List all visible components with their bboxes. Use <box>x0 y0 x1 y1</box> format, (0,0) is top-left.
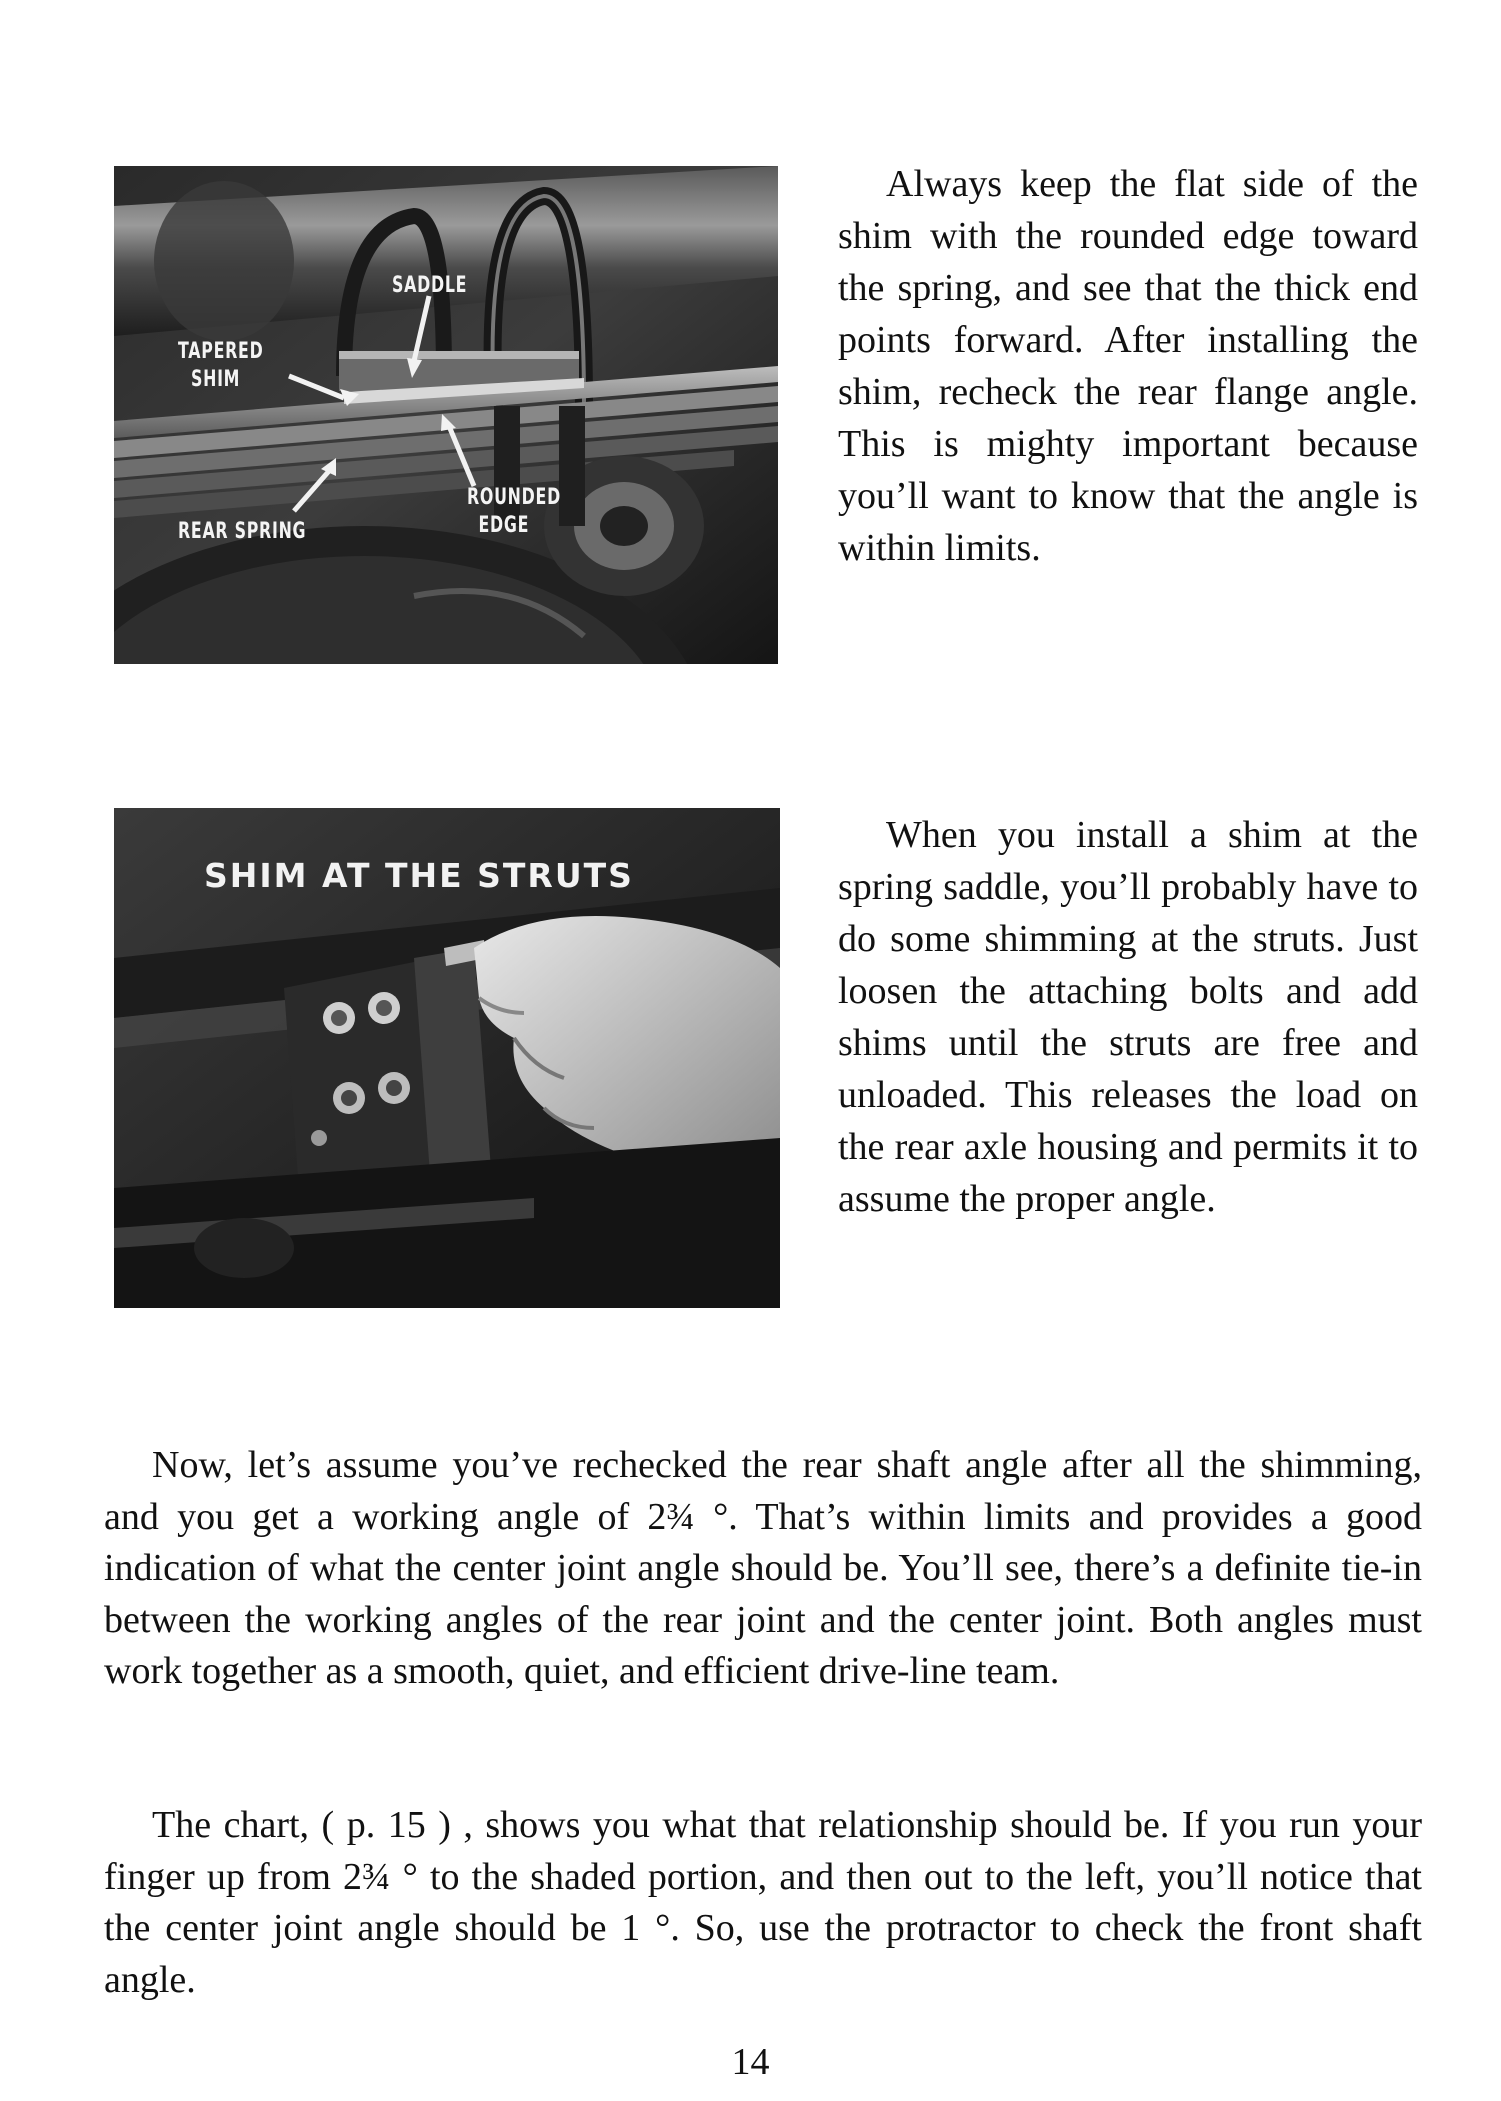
shim-orientation-paragraph: Always keep the flat side of the shim with the rounded edge toward the spring, and see that the thick end points forward. After installing the shim, recheck the rear flange angle. This is mighty important because you’ll want to know that the angle is within limits. <box>838 163 1418 569</box>
rear-spring-photo-art <box>114 166 778 664</box>
rounded-edge-label-line1: ROUNDED <box>467 485 561 510</box>
tapered-shim-label-line1: TAPERED <box>178 339 264 364</box>
chart-reference-paragraph: The chart, ( p. 15 ) , shows you what that relationship should be. If you run your finger up from 2¾ ° to the shaded portion, and then out to the left, you’ll notice that the center joint angle should be 1 °. So, use the protractor to check the front shaft angle. <box>104 1804 1422 2001</box>
tapered-shim-label <box>178 338 263 394</box>
working-angle-text <box>104 1440 1422 1698</box>
saddle-label: SADDLE <box>392 273 468 298</box>
page-number: 14 <box>731 2041 770 2083</box>
strut-shimming-paragraph: When you install a shim at the spring saddle, you’ll probably have to do some shimming at the struts. Just loosen the attaching bolts and add shims until the struts are free and unloaded. This releases the load on the rear axle housing and permits it to assume the proper angle. <box>838 814 1418 1220</box>
strut-shim-photo <box>114 808 780 1308</box>
strut-shim-heading: SHIM AT THE STRUTS <box>204 856 634 895</box>
rounded-edge-label-line2: EDGE <box>478 513 530 538</box>
strut-shimming-text <box>838 809 1418 1225</box>
rear-spring-photo <box>114 166 778 664</box>
rear-spring-label: REAR SPRING <box>178 519 307 544</box>
chart-reference-text <box>104 1800 1422 2006</box>
tapered-shim-label-line2: SHIM <box>190 367 241 392</box>
shim-orientation-text <box>838 158 1418 574</box>
working-angle-paragraph: Now, let’s assume you’ve rechecked the rear shaft angle after all the shimming, and you get a working angle of 2¾ °. That’s within limits and provides a good indication of what the center joint angle should be. You’ll see, there’s a definite tie-in between the working angles of the rear joint and the center joint. Both angles must work together as a smooth, quiet, and efficient drive-line team. <box>104 1444 1422 1692</box>
rounded-edge-label <box>467 484 561 540</box>
